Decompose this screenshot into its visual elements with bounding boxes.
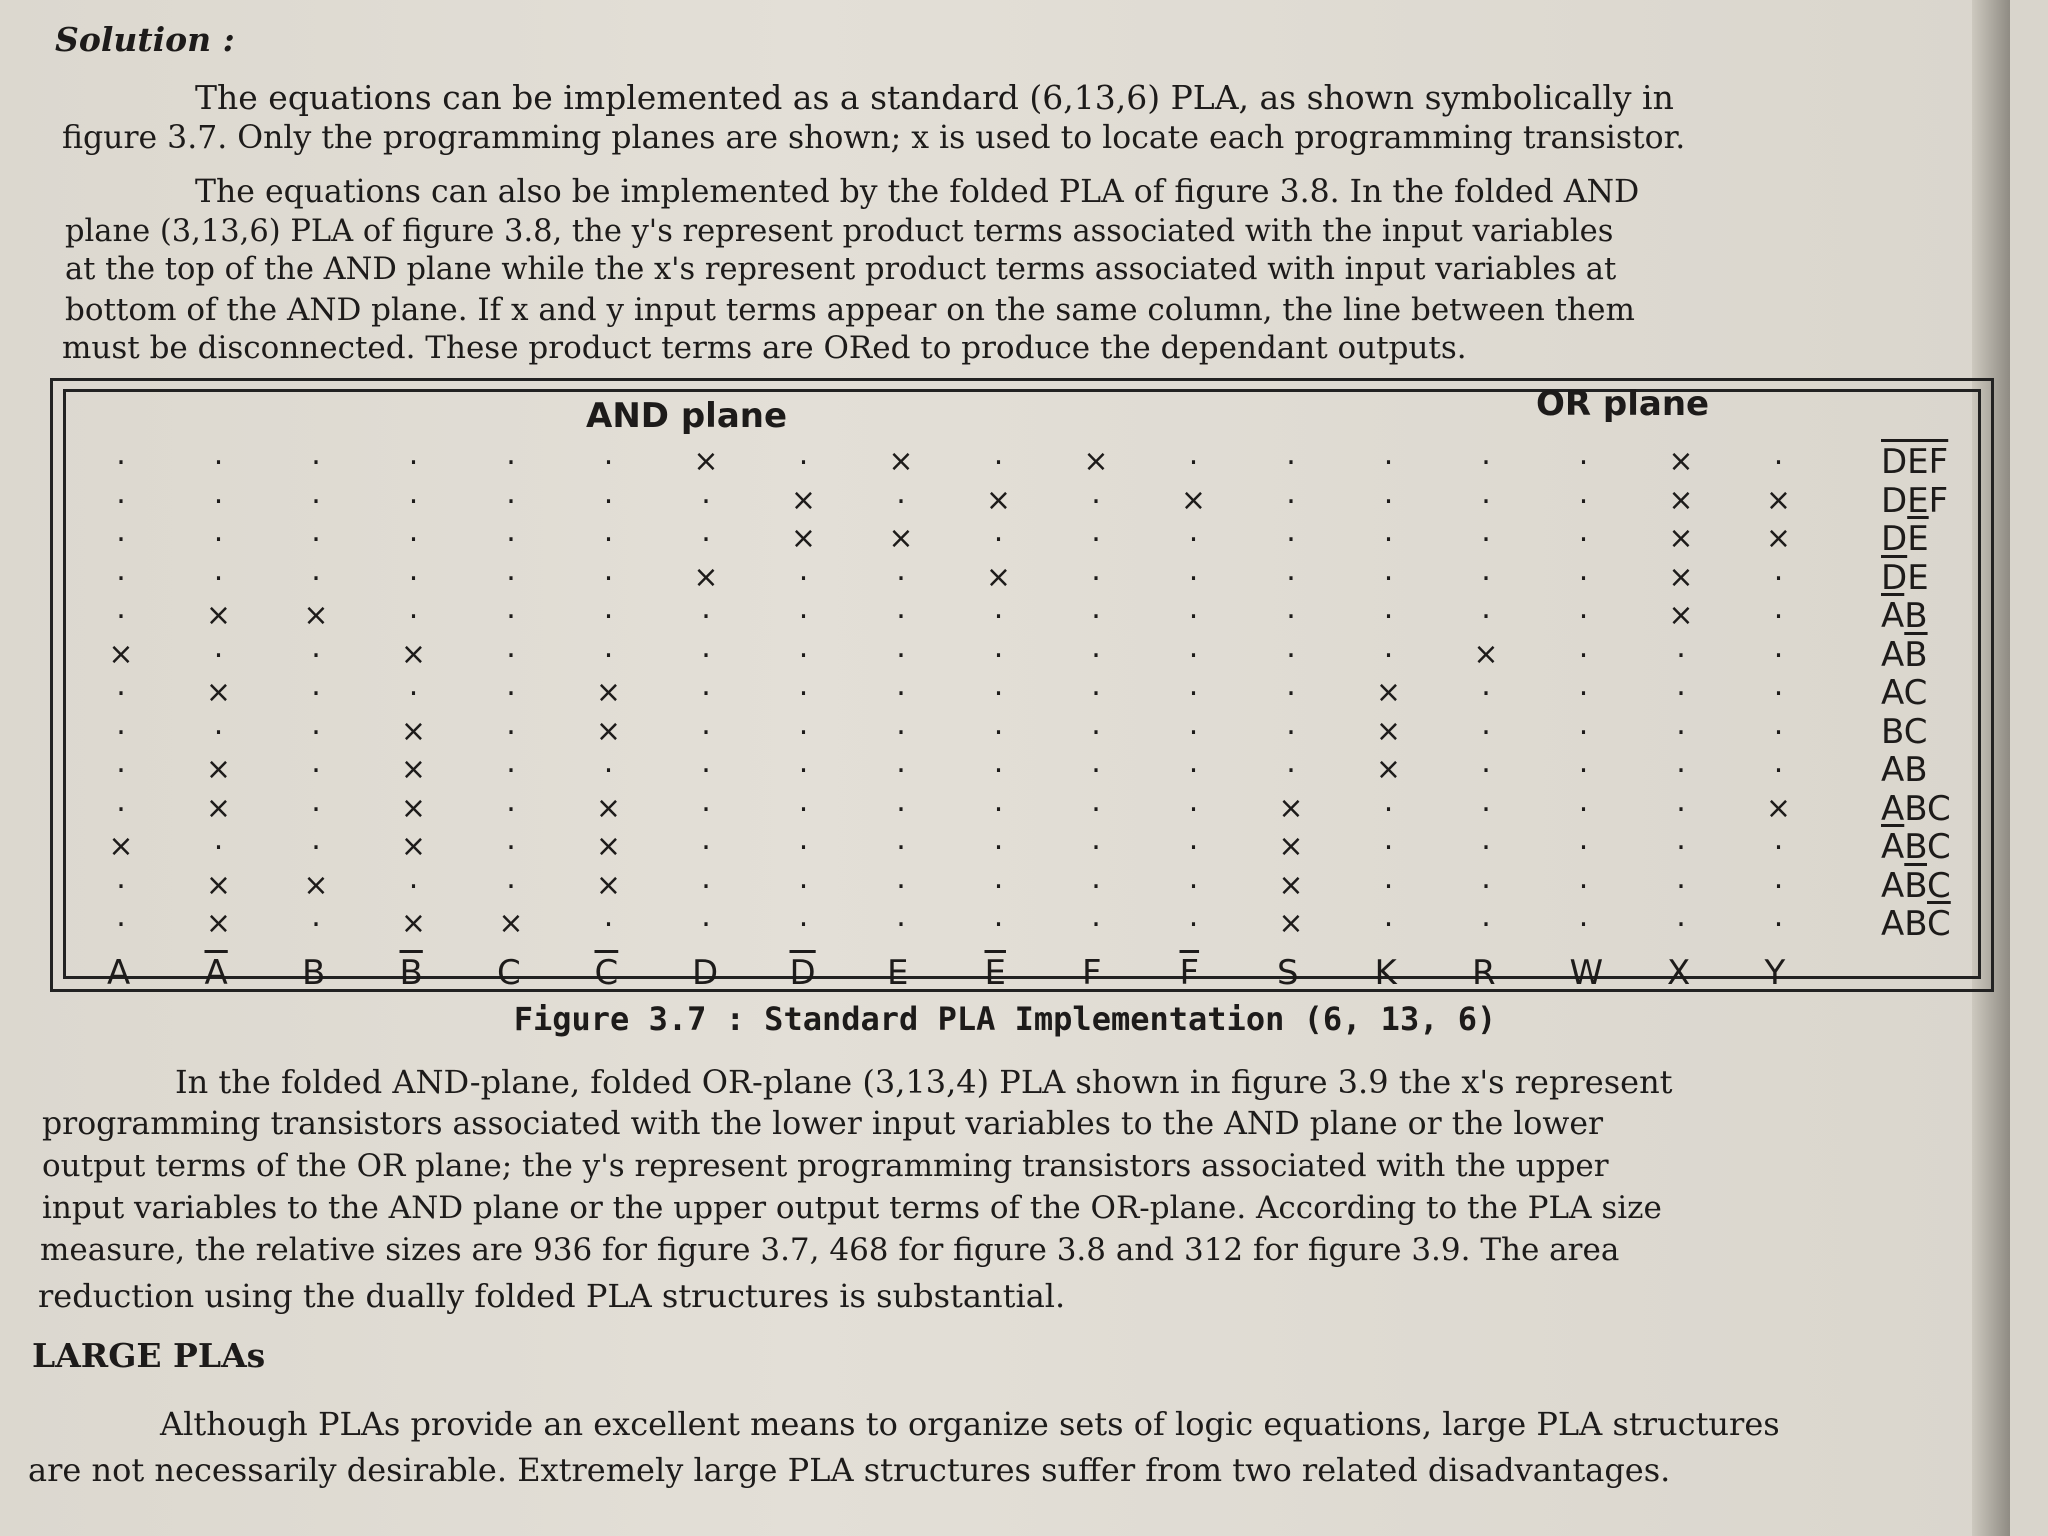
grid-dot: .: [311, 899, 321, 934]
grid-dot: .: [1773, 668, 1784, 703]
grid-dot: .: [1091, 706, 1101, 742]
grid-dot: .: [798, 552, 809, 588]
grid-dot: .: [116, 668, 126, 703]
grid-dot: .: [701, 629, 711, 665]
grid-dot: .: [993, 668, 1004, 703]
grid-dot: .: [116, 860, 126, 896]
transistor-mark: ×: [205, 906, 232, 941]
grid-dot: .: [798, 783, 809, 819]
grid-dot: .: [1676, 668, 1686, 703]
grid-dot: .: [213, 475, 224, 511]
grid-dot: .: [1773, 706, 1784, 742]
grid-dot: .: [1578, 783, 1589, 819]
grid-dot: .: [1383, 475, 1394, 511]
grid-dot: .: [896, 591, 906, 626]
grid-dot: .: [1481, 668, 1491, 703]
transistor-mark: ×: [595, 829, 622, 864]
transistor-mark: ×: [595, 790, 622, 826]
grid-dot: .: [1578, 629, 1589, 665]
grid-dot: .: [1676, 860, 1686, 896]
grid-dot: .: [896, 668, 906, 703]
para4-line-2: are not necessarily desirable. Extremely large PLA structures suffer from two related disadvantages.: [28, 1451, 1671, 1489]
grid-dot: .: [1188, 668, 1199, 703]
transistor-mark: ×: [888, 521, 914, 556]
transistor-mark: ×: [790, 482, 817, 518]
grid-dot: .: [1091, 783, 1101, 819]
grid-dot: .: [1578, 591, 1589, 626]
grid-dot: .: [1383, 591, 1394, 626]
grid-dot: .: [1481, 899, 1491, 934]
grid-dot: .: [311, 783, 321, 819]
product-term-label: $AB\overline{C}$: [1881, 904, 1951, 944]
grid-dot: .: [701, 706, 711, 742]
grid-dot: .: [1091, 514, 1101, 549]
grid-dot: .: [408, 860, 419, 896]
grid-dot: .: [1676, 706, 1686, 742]
transistor-mark: ×: [1668, 559, 1694, 595]
grid-dot: .: [1286, 668, 1296, 703]
grid-dot: .: [506, 668, 516, 703]
grid-dot: .: [1188, 745, 1199, 780]
grid-dot: .: [1091, 591, 1101, 626]
para2-line-5: must be disconnected. These product terms are ORed to produce the dependant outputs.: [62, 330, 1467, 366]
grid-dot: .: [506, 552, 516, 588]
grid-dot: .: [408, 437, 419, 472]
grid-dot: .: [603, 629, 614, 665]
grid-dot: .: [1773, 860, 1784, 896]
grid-dot: .: [116, 706, 126, 742]
grid-dot: .: [213, 706, 224, 742]
grid-dot: .: [506, 475, 516, 511]
grid-dot: .: [1383, 629, 1394, 665]
transistor-mark: ×: [595, 867, 622, 903]
grid-dot: .: [213, 514, 224, 549]
transistor-mark: ×: [1083, 444, 1109, 479]
column-label: A: [107, 952, 131, 993]
grid-dot: .: [896, 745, 906, 780]
grid-dot: .: [116, 475, 126, 511]
grid-dot: .: [896, 860, 906, 896]
grid-dot: .: [993, 514, 1004, 549]
transistor-mark: ×: [498, 906, 524, 941]
transistor-mark: ×: [1668, 598, 1694, 633]
transistor-mark: ×: [205, 598, 232, 633]
grid-dot: .: [1091, 629, 1101, 665]
grid-dot: .: [408, 475, 419, 511]
grid-dot: .: [798, 668, 809, 703]
grid-dot: .: [311, 475, 321, 511]
grid-dot: .: [1286, 629, 1296, 665]
grid-dot: .: [993, 706, 1004, 742]
transistor-mark: ×: [108, 636, 134, 672]
grid-dot: .: [506, 783, 516, 819]
para2-line-3: at the top of the AND plane while the x's represent product terms associated with input variables at: [65, 252, 1617, 287]
transistor-mark: ×: [1375, 752, 1402, 787]
grid-dot: .: [1188, 629, 1199, 665]
grid-dot: .: [798, 899, 809, 934]
transistor-mark: ×: [1180, 482, 1207, 518]
grid-dot: .: [506, 706, 516, 742]
grid-dot: .: [1091, 899, 1101, 934]
grid-dot: .: [311, 437, 321, 472]
grid-dot: .: [1188, 783, 1199, 819]
grid-dot: .: [213, 822, 224, 857]
grid-dot: .: [603, 745, 614, 780]
grid-dot: .: [1286, 475, 1296, 511]
grid-dot: .: [311, 668, 321, 703]
grid-dot: .: [993, 822, 1004, 857]
grid-dot: .: [1188, 591, 1199, 626]
product-term-label: $A\overline{B}$: [1881, 634, 1928, 675]
grid-dot: .: [1773, 899, 1784, 934]
column-label: $\overline{E}$: [984, 952, 1006, 993]
grid-dot: .: [311, 629, 321, 665]
grid-dot: .: [1676, 783, 1686, 819]
column-label: W: [1569, 952, 1604, 993]
product-term-label: BC: [1881, 711, 1928, 752]
product-term-label: ABC: [1881, 788, 1951, 829]
transistor-mark: ×: [205, 790, 232, 826]
grid-dot: .: [311, 706, 321, 742]
grid-dot: .: [701, 783, 711, 819]
grid-dot: .: [408, 514, 419, 549]
grid-dot: .: [1383, 552, 1394, 588]
grid-dot: .: [116, 514, 126, 549]
grid-dot: .: [1383, 783, 1394, 819]
grid-dot: .: [1383, 860, 1394, 896]
grid-dot: .: [1286, 514, 1296, 549]
grid-dot: .: [896, 822, 906, 857]
grid-dot: .: [1578, 860, 1589, 896]
grid-dot: .: [1188, 437, 1199, 472]
grid-dot: .: [1383, 822, 1394, 857]
transistor-mark: ×: [1765, 482, 1792, 518]
column-label: X: [1667, 952, 1691, 993]
transistor-mark: ×: [595, 713, 622, 749]
grid-dot: .: [896, 899, 906, 934]
grid-dot: .: [1578, 552, 1589, 588]
product-term-label: $\overline{A}BC$: [1881, 827, 1951, 867]
grid-dot: .: [116, 899, 126, 934]
transistor-mark: ×: [1278, 867, 1304, 903]
grid-dot: .: [116, 783, 126, 819]
grid-dot: .: [798, 745, 809, 780]
grid-dot: .: [1773, 591, 1784, 626]
grid-dot: .: [1578, 475, 1589, 511]
grid-dot: .: [506, 514, 516, 549]
grid-dot: .: [1091, 475, 1101, 511]
grid-dot: .: [1481, 860, 1491, 896]
grid-dot: .: [701, 668, 711, 703]
grid-dot: .: [506, 822, 516, 857]
transistor-mark: ×: [400, 713, 427, 749]
para1-line-2: figure 3.7. Only the programming planes are shown; x is used to locate each programming transistor.: [62, 120, 1686, 156]
transistor-mark: ×: [595, 675, 622, 710]
grid-dot: .: [506, 860, 516, 896]
grid-dot: .: [1773, 629, 1784, 665]
grid-dot: .: [896, 552, 906, 588]
grid-dot: .: [1383, 899, 1394, 934]
grid-dot: .: [311, 745, 321, 780]
product-term-label: $\overline{DEF}$: [1881, 442, 1949, 482]
grid-dot: .: [1091, 822, 1101, 857]
grid-dot: .: [408, 668, 419, 703]
grid-dot: .: [1578, 668, 1589, 703]
column-label: $\overline{B}$: [399, 952, 423, 993]
transistor-mark: ×: [790, 521, 817, 556]
transistor-mark: ×: [1375, 713, 1402, 749]
grid-dot: .: [701, 475, 711, 511]
grid-dot: .: [1091, 668, 1101, 703]
product-term-label: DEF: [1881, 480, 1949, 521]
grid-dot: .: [408, 591, 419, 626]
grid-dot: .: [798, 591, 809, 626]
column-label: R: [1472, 952, 1496, 993]
product-term-label: $\overline{D}E$: [1881, 557, 1929, 598]
grid-dot: .: [506, 629, 516, 665]
grid-dot: .: [1676, 899, 1686, 934]
transistor-mark: ×: [205, 867, 232, 903]
grid-dot: .: [993, 437, 1004, 472]
product-term-label: $\overline{A}B$: [1881, 596, 1928, 636]
grid-dot: .: [213, 437, 224, 472]
grid-dot: .: [1481, 437, 1491, 472]
para3-line-4: input variables to the AND plane or the upper output terms of the OR-plane. According to the PLA size: [42, 1190, 1662, 1226]
column-label: Y: [1764, 952, 1786, 993]
grid-dot: .: [1676, 629, 1686, 665]
transistor-mark: ×: [1668, 482, 1694, 518]
grid-dot: .: [603, 475, 614, 511]
grid-dot: .: [1481, 706, 1491, 742]
grid-dot: .: [506, 745, 516, 780]
transistor-mark: ×: [1278, 829, 1304, 864]
grid-dot: .: [1578, 899, 1589, 934]
transistor-mark: ×: [400, 752, 427, 787]
transistor-mark: ×: [108, 829, 134, 864]
grid-dot: .: [798, 437, 809, 472]
grid-dot: .: [408, 552, 419, 588]
transistor-mark: ×: [888, 444, 914, 479]
para3-line-6: reduction using the dually folded PLA structures is substantial.: [38, 1277, 1066, 1315]
grid-dot: .: [1578, 822, 1589, 857]
grid-dot: .: [603, 591, 614, 626]
grid-dot: .: [1383, 437, 1394, 472]
grid-dot: .: [311, 552, 321, 588]
pla-figure: [50, 378, 1994, 992]
grid-dot: .: [701, 745, 711, 780]
grid-dot: .: [603, 437, 614, 472]
grid-dot: .: [993, 629, 1004, 665]
grid-dot: .: [603, 899, 614, 934]
or-plane-title: OR plane: [1536, 384, 1710, 424]
grid-dot: .: [1773, 552, 1784, 588]
transistor-mark: ×: [1668, 444, 1694, 479]
transistor-mark: ×: [400, 636, 427, 672]
grid-dot: .: [993, 591, 1004, 626]
grid-dot: .: [1676, 745, 1686, 780]
para4-line-1: Although PLAs provide an excellent means to organize sets of logic equations, large PLA structures: [160, 1405, 1780, 1443]
grid-dot: .: [798, 629, 809, 665]
grid-dot: .: [1578, 437, 1589, 472]
transistor-mark: ×: [985, 559, 1012, 595]
transistor-mark: ×: [400, 906, 427, 941]
column-label: $\overline{F}$: [1179, 952, 1200, 993]
grid-dot: .: [1286, 706, 1296, 742]
grid-dot: .: [1481, 822, 1491, 857]
grid-dot: .: [896, 783, 906, 819]
grid-dot: .: [1773, 745, 1784, 780]
grid-dot: .: [1286, 745, 1296, 780]
grid-dot: .: [1676, 822, 1686, 857]
grid-dot: .: [213, 552, 224, 588]
grid-dot: .: [1188, 899, 1199, 934]
column-label: D: [692, 952, 719, 993]
transistor-mark: ×: [693, 559, 719, 595]
grid-dot: .: [1481, 475, 1491, 511]
grid-dot: .: [701, 899, 711, 934]
transistor-mark: ×: [1473, 636, 1499, 672]
transistor-mark: ×: [1278, 906, 1304, 941]
transistor-mark: ×: [1278, 790, 1304, 826]
product-term-label: $D\overline{E}$: [1881, 519, 1929, 559]
grid-dot: .: [213, 629, 224, 665]
grid-dot: .: [701, 822, 711, 857]
and-plane-title: AND plane: [586, 396, 788, 436]
grid-dot: .: [116, 745, 126, 780]
column-label: E: [887, 952, 909, 993]
para3-line-5: measure, the relative sizes are 936 for figure 3.7, 468 for figure 3.8 and 312 for figure 3.9. The area: [40, 1232, 1620, 1268]
solution-heading: Solution :: [55, 20, 235, 59]
grid-dot: .: [1188, 514, 1199, 549]
grid-dot: .: [1286, 552, 1296, 588]
transistor-mark: ×: [1765, 521, 1792, 556]
grid-dot: .: [1578, 514, 1589, 549]
grid-dot: .: [993, 860, 1004, 896]
grid-dot: .: [1481, 745, 1491, 780]
product-term-label: AC: [1881, 673, 1928, 713]
para2-line-4: bottom of the AND plane. If x and y input terms appear on the same column, the line between them: [65, 292, 1635, 328]
grid-dot: .: [311, 822, 321, 857]
grid-dot: .: [1383, 514, 1394, 549]
grid-dot: .: [116, 437, 126, 472]
figure-caption: Figure 3.7 : Standard PLA Implementation (6, 13, 6): [513, 1000, 1497, 1038]
transistor-mark: ×: [205, 675, 232, 710]
para3-line-1: In the folded AND-plane, folded OR-plane (3,13,4) PLA shown in figure 3.9 the x's represent: [175, 1063, 1673, 1101]
grid-dot: .: [701, 514, 711, 549]
grid-dot: .: [603, 552, 614, 588]
grid-dot: .: [311, 514, 321, 549]
grid-dot: .: [116, 591, 126, 626]
grid-dot: .: [1091, 552, 1101, 588]
grid-dot: .: [1773, 822, 1784, 857]
grid-dot: .: [506, 437, 516, 472]
para3-line-2: programming transistors associated with the lower input variables to the AND plane or the lower: [42, 1106, 1604, 1142]
para2-line-1: The equations can also be implemented by the folded PLA of figure 3.8. In the folded AND: [195, 174, 1640, 210]
grid-dot: .: [896, 706, 906, 742]
column-label: K: [1374, 952, 1397, 993]
transistor-mark: ×: [1765, 790, 1792, 826]
column-label: S: [1277, 952, 1299, 993]
grid-dot: .: [798, 860, 809, 896]
product-term-label: $A\overline{B}C$: [1881, 865, 1951, 906]
transistor-mark: ×: [303, 598, 329, 633]
transistor-mark: ×: [303, 867, 329, 903]
transistor-mark: ×: [400, 829, 427, 864]
grid-dot: .: [603, 514, 614, 549]
para1-line-1: The equations can be implemented as a standard (6,13,6) PLA, as shown symbolically in: [195, 78, 1674, 117]
grid-dot: .: [993, 783, 1004, 819]
pla-figure-frame: [63, 384, 1981, 993]
grid-dot: .: [1481, 514, 1491, 549]
column-label: B: [302, 952, 326, 993]
grid-dot: .: [701, 591, 711, 626]
product-term-label: AB: [1881, 750, 1928, 790]
grid-dot: .: [701, 860, 711, 896]
grid-dot: .: [1286, 591, 1296, 626]
transistor-mark: ×: [693, 444, 719, 479]
grid-dot: .: [506, 591, 516, 626]
section-heading: LARGE PLAs: [32, 1336, 266, 1375]
grid-dot: .: [116, 552, 126, 588]
grid-dot: .: [1188, 552, 1199, 588]
transistor-mark: ×: [205, 752, 232, 787]
grid-dot: .: [993, 899, 1004, 934]
transistor-mark: ×: [1668, 521, 1694, 556]
grid-dot: .: [798, 706, 809, 742]
column-label: $\overline{D}$: [789, 952, 816, 993]
grid-dot: .: [1188, 822, 1199, 857]
grid-dot: .: [1091, 745, 1101, 780]
grid-dot: .: [1481, 552, 1491, 588]
column-label: C: [497, 952, 521, 993]
grid-dot: .: [1188, 860, 1199, 896]
grid-dot: .: [896, 475, 906, 511]
grid-dot: .: [798, 822, 809, 857]
transistor-mark: ×: [1375, 675, 1402, 710]
grid-dot: .: [1091, 860, 1101, 896]
grid-dot: .: [1578, 706, 1589, 742]
grid-dot: .: [1578, 745, 1589, 780]
grid-dot: .: [896, 629, 906, 665]
transistor-mark: ×: [985, 482, 1012, 518]
grid-dot: .: [1773, 437, 1784, 472]
column-label: F: [1082, 952, 1102, 993]
transistor-mark: ×: [400, 790, 427, 826]
para3-line-3: output terms of the OR plane; the y's represent programming transistors associated with the upper: [42, 1148, 1609, 1184]
grid-dot: .: [1188, 706, 1199, 742]
grid-dot: .: [993, 745, 1004, 780]
grid-dot: .: [1481, 783, 1491, 819]
column-label: $\overline{A}$: [204, 952, 228, 993]
column-label: $\overline{C}$: [594, 952, 619, 993]
grid-dot: .: [1286, 437, 1296, 472]
grid-dot: .: [1481, 591, 1491, 626]
para2-line-2: plane (3,13,6) PLA of figure 3.8, the y's represent product terms associated with the input variables: [65, 214, 1614, 249]
